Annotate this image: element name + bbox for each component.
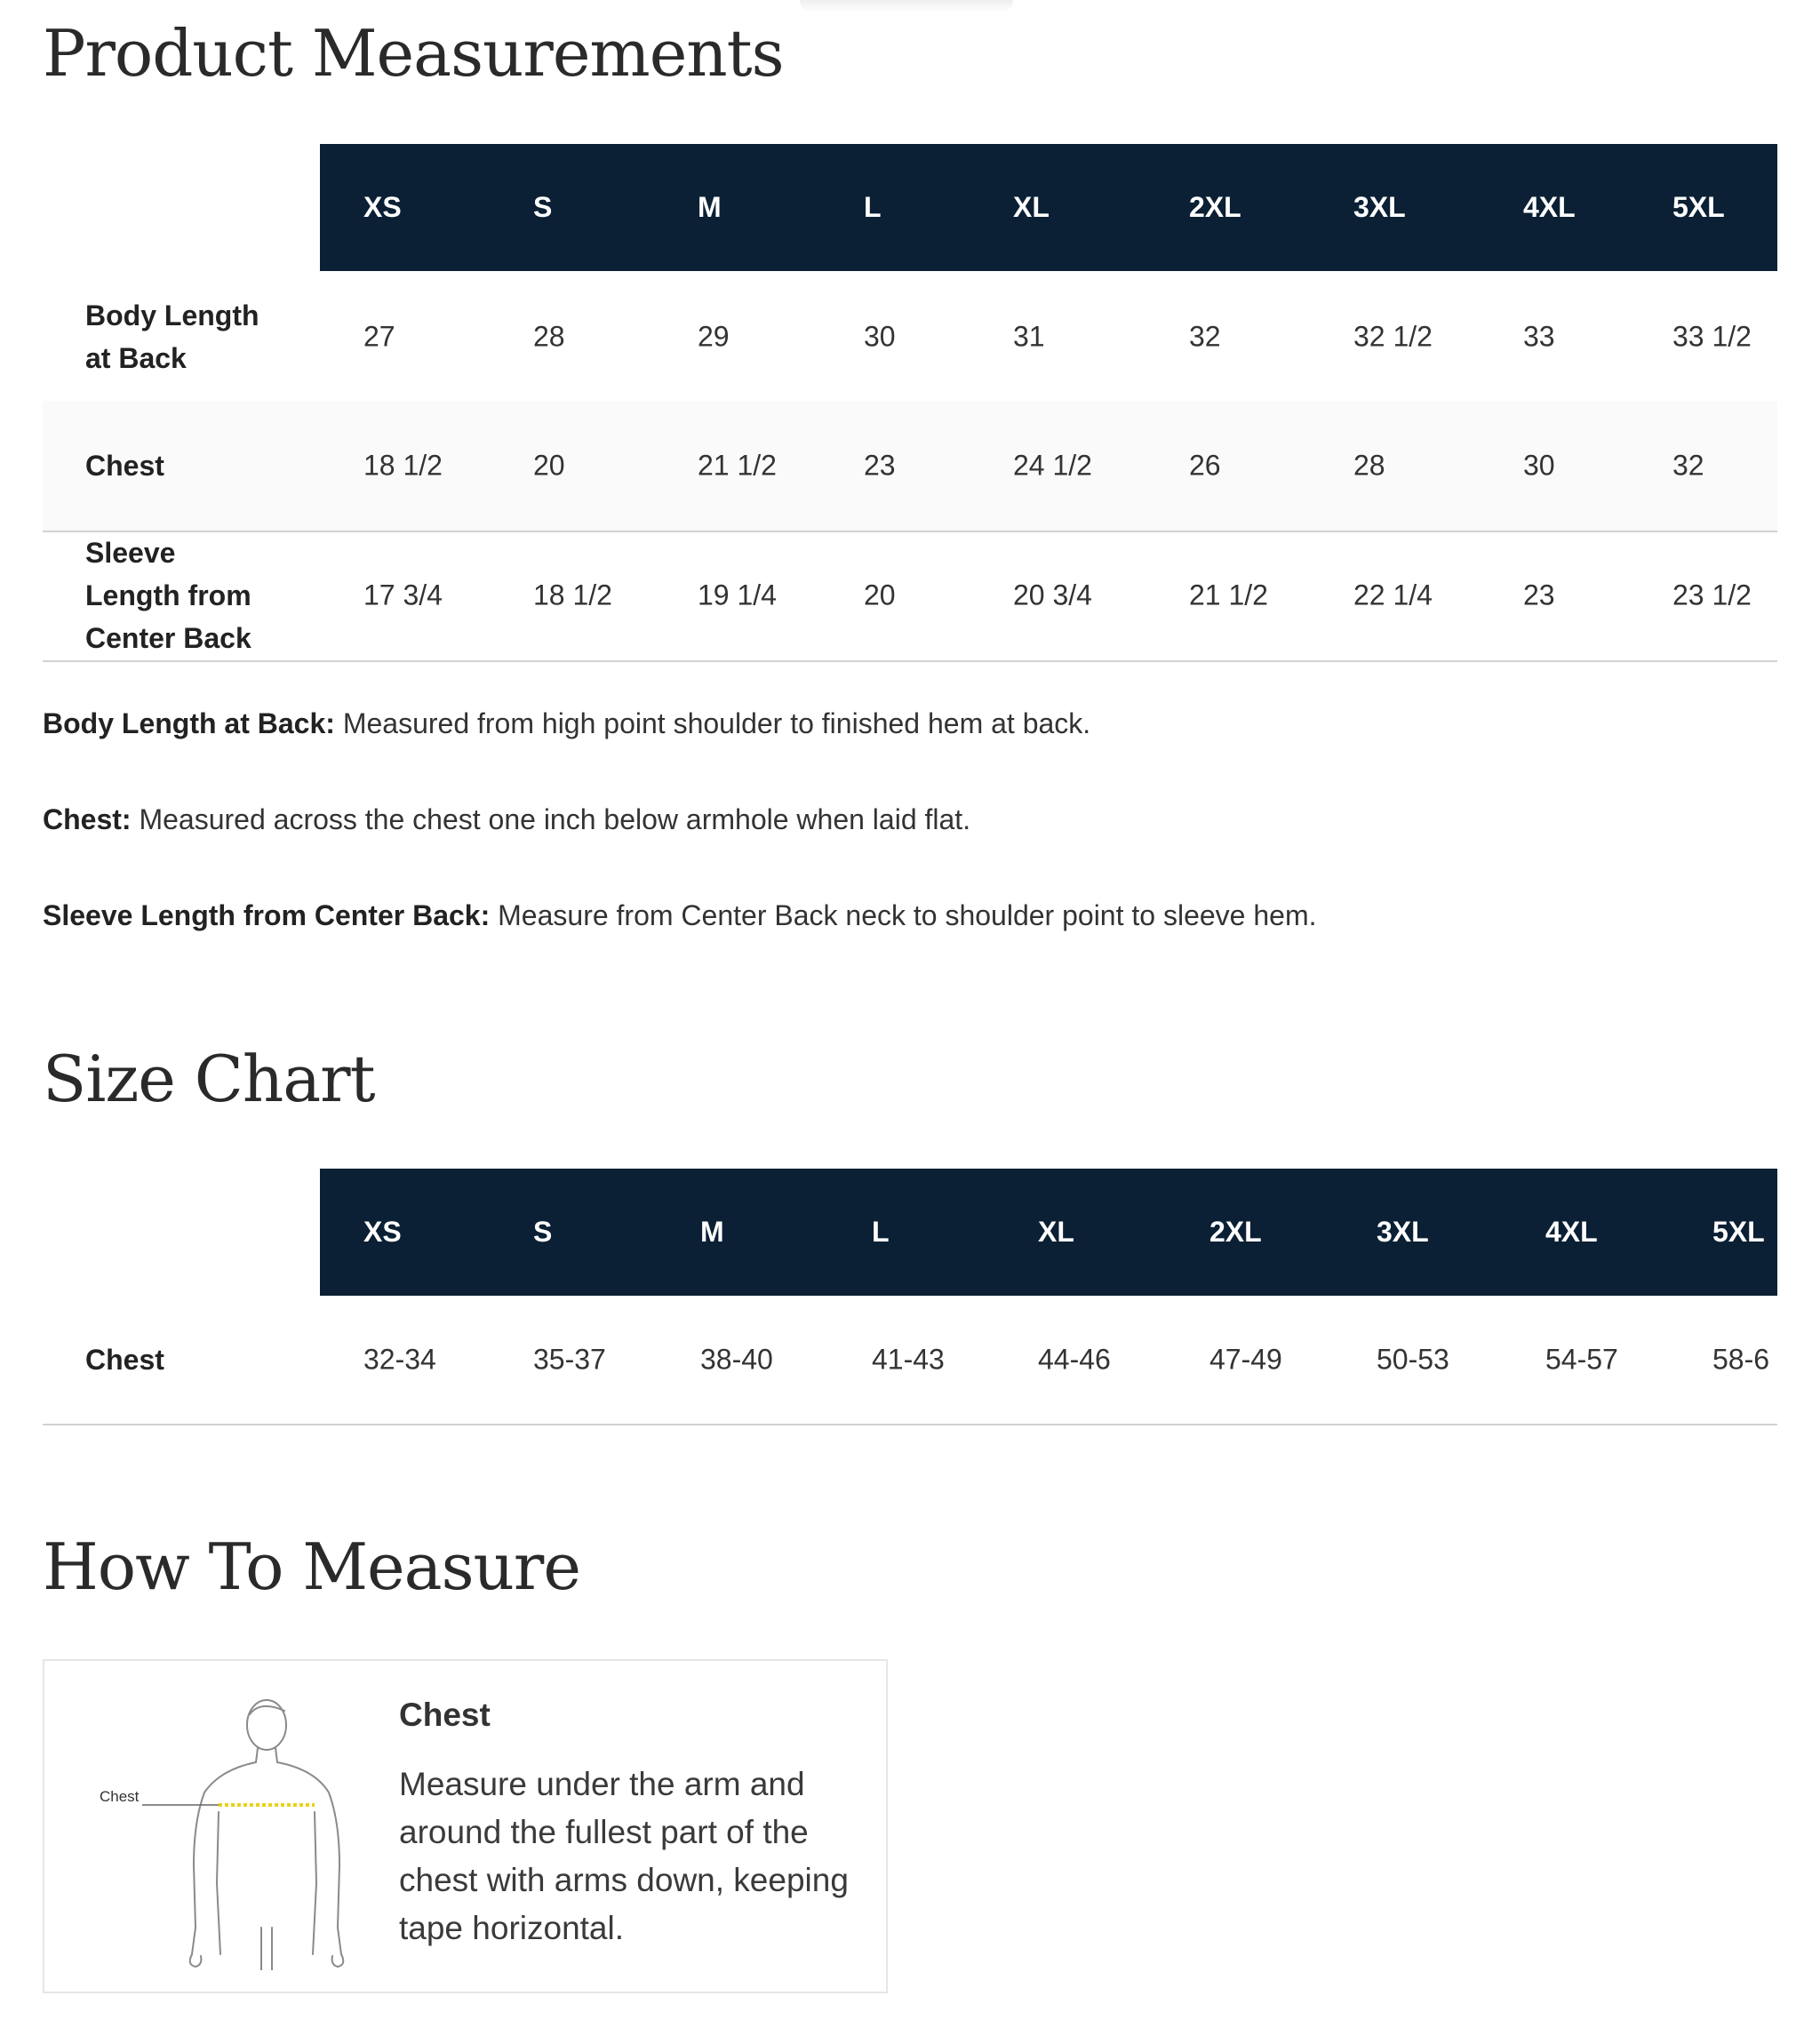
size-chart-title: Size Chart bbox=[43, 1042, 375, 1116]
table-cell: 24 1/2 bbox=[1013, 449, 1092, 482]
size-header-xs: XS bbox=[363, 1216, 402, 1248]
table-cell: 32 bbox=[1672, 449, 1704, 482]
size-header-m: M bbox=[698, 191, 722, 223]
table-cell: 23 1/2 bbox=[1672, 579, 1752, 611]
illustration-chest-label: Chest bbox=[100, 1788, 140, 1805]
table-cell: 44-46 bbox=[1038, 1343, 1111, 1376]
size-header-s: S bbox=[533, 191, 553, 223]
table-cell: 28 bbox=[533, 320, 565, 352]
table-cell: 20 3/4 bbox=[1013, 579, 1092, 611]
note-body-length bbox=[43, 707, 1090, 740]
table-cell: 41-43 bbox=[872, 1343, 945, 1376]
table-cell: 18 1/2 bbox=[363, 449, 443, 482]
table-cell: 33 bbox=[1523, 320, 1555, 352]
table-cell: 22 1/4 bbox=[1353, 579, 1433, 611]
size-header-s: S bbox=[533, 1216, 553, 1248]
card-body: Measure under the arm and around the fullest part of the chest with arms down, keeping tape horizontal. bbox=[399, 1766, 849, 1946]
table-cell: 35-37 bbox=[533, 1343, 606, 1376]
size-header-m: M bbox=[700, 1216, 724, 1248]
how-to-measure-card bbox=[43, 1659, 888, 1993]
size-header-3xl: 3XL bbox=[1353, 191, 1406, 223]
table-cell: 23 bbox=[864, 449, 896, 482]
note-term: Body Length at Back: bbox=[43, 707, 335, 739]
note-sleeve-length bbox=[43, 899, 1316, 932]
table-cell: 28 bbox=[1353, 449, 1385, 482]
note-text: Measured across the chest one inch below armhole when laid flat. bbox=[131, 803, 971, 835]
table-row-sleeve-length bbox=[43, 531, 1777, 662]
table-cell: 18 1/2 bbox=[533, 579, 612, 611]
table-cell: 47-49 bbox=[1209, 1343, 1282, 1376]
table-cell: 32 1/2 bbox=[1353, 320, 1433, 352]
product-measurements-title: Product Measurements bbox=[43, 16, 784, 91]
size-header-xl: XL bbox=[1013, 191, 1050, 223]
note-text: Measured from high point shoulder to finished hem at back. bbox=[334, 707, 1091, 739]
how-to-measure-title: How To Measure bbox=[43, 1529, 580, 1604]
table-cell: 20 bbox=[533, 449, 565, 482]
table-cell: 54-57 bbox=[1545, 1343, 1618, 1376]
note-chest bbox=[43, 803, 970, 836]
table-cell: 17 3/4 bbox=[363, 579, 443, 611]
table-cell: 33 1/2 bbox=[1672, 320, 1752, 352]
measurements-header-row bbox=[320, 144, 1777, 271]
table-cell: 30 bbox=[864, 320, 896, 352]
table-cell: 21 1/2 bbox=[698, 449, 777, 482]
size-header-5xl: 5XL bbox=[1672, 191, 1725, 223]
row-label-sleeve-length: Sleeve Length from Center Back bbox=[85, 537, 251, 654]
table-row-body-length bbox=[43, 272, 1777, 403]
table-cell: 38-40 bbox=[700, 1343, 773, 1376]
size-header-2xl: 2XL bbox=[1209, 1216, 1262, 1248]
table-cell: 32 bbox=[1189, 320, 1221, 352]
size-header-4xl: 4XL bbox=[1523, 191, 1576, 223]
size-header-4xl: 4XL bbox=[1545, 1216, 1598, 1248]
size-header-l: L bbox=[864, 191, 882, 223]
size-header-xs: XS bbox=[363, 191, 402, 223]
card-heading: Chest bbox=[399, 1697, 491, 1733]
size-header-l: L bbox=[872, 1216, 890, 1248]
row-label-chest: Chest bbox=[85, 450, 164, 482]
size-header-2xl: 2XL bbox=[1189, 191, 1241, 223]
chest-measurement-illustration bbox=[87, 1688, 398, 1970]
table-cell: 32-34 bbox=[363, 1343, 436, 1376]
note-term: Chest: bbox=[43, 803, 132, 835]
table-cell: 29 bbox=[698, 320, 730, 352]
note-term: Sleeve Length from Center Back: bbox=[43, 899, 491, 931]
table-cell: 23 bbox=[1523, 579, 1555, 611]
size-header-5xl: 5XL bbox=[1712, 1216, 1765, 1248]
top-fade-decoration bbox=[800, 0, 1013, 12]
row-label-body-length: Body Length at Back bbox=[85, 299, 259, 374]
table-cell: 19 1/4 bbox=[698, 579, 777, 611]
table-cell: 27 bbox=[363, 320, 395, 352]
table-cell: 30 bbox=[1523, 449, 1555, 482]
table-row-chest bbox=[43, 401, 1777, 532]
table-cell: 31 bbox=[1013, 320, 1045, 352]
table-cell: 20 bbox=[864, 579, 896, 611]
size-row-chest bbox=[43, 1296, 1777, 1425]
size-header-xl: XL bbox=[1038, 1216, 1074, 1248]
size-header-3xl: 3XL bbox=[1377, 1216, 1429, 1248]
table-cell: 50-53 bbox=[1377, 1343, 1449, 1376]
table-cell: 26 bbox=[1189, 449, 1221, 482]
note-text: Measure from Center Back neck to shoulder point to sleeve hem. bbox=[490, 899, 1317, 931]
table-cell: 21 1/2 bbox=[1189, 579, 1268, 611]
row-label-chest: Chest bbox=[85, 1344, 164, 1376]
size-chart-header-row bbox=[320, 1169, 1777, 1296]
table-cell: 58-6 bbox=[1712, 1343, 1770, 1376]
